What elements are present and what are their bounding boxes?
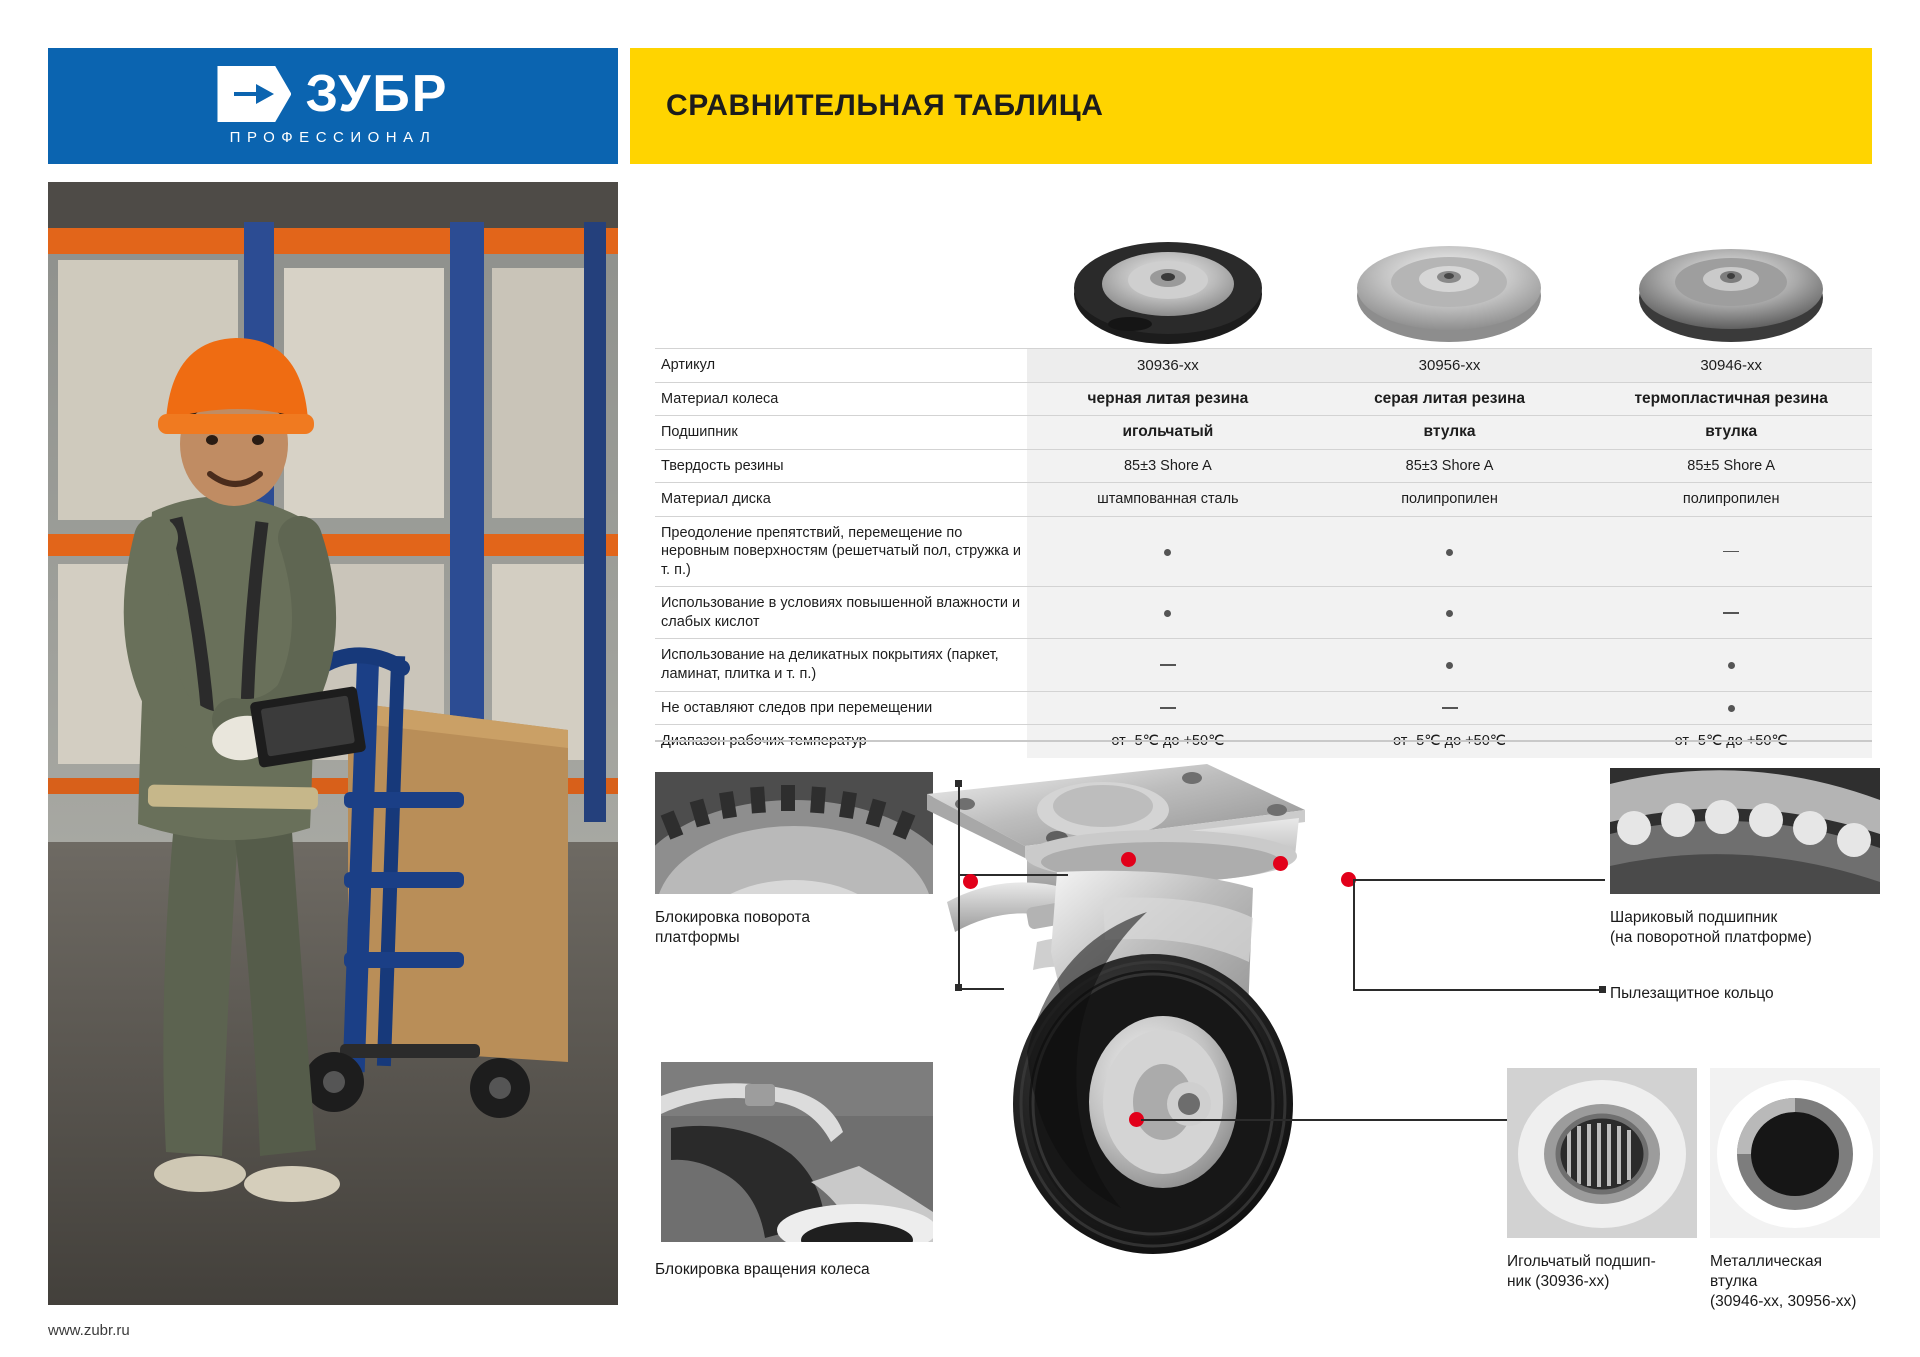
leader-line (958, 783, 960, 989)
caption-subtitle: втулка (1710, 1273, 1758, 1291)
caption-title: Игольчатый подшип- (1507, 1253, 1656, 1270)
row-label: Использование в условиях повышенной влажности и слабых кислот (655, 587, 1027, 639)
row-value-mark (1309, 639, 1591, 691)
row-value-mark (1027, 516, 1309, 587)
product-image-3 (1590, 232, 1872, 348)
yes-dot-icon (1164, 610, 1171, 617)
row-value-mark (1027, 587, 1309, 639)
comparison-section (655, 196, 1872, 758)
yes-dot-icon (1446, 662, 1453, 669)
no-dash-icon (1160, 707, 1176, 709)
product-image-row (655, 196, 1872, 348)
site-url: www.zubr.ru (48, 1322, 130, 1339)
yes-dot-icon (1728, 662, 1735, 669)
row-label: Подшипник (655, 416, 1027, 450)
table-row (655, 349, 1872, 383)
thumb-metal-bushing (1710, 1068, 1880, 1238)
marker-platform-lock (963, 874, 978, 889)
caption-title: Металлическая (1710, 1253, 1823, 1270)
row-value-mark (1027, 691, 1309, 725)
no-dash-icon (1442, 707, 1458, 709)
leader-line (1355, 879, 1605, 881)
no-dash-icon (1160, 664, 1176, 666)
main-caster-photo (907, 752, 1337, 1282)
caption-subtitle: ник (30936-хх) (1507, 1273, 1610, 1291)
row-label: Использование на деликатных покрытиях (паркет, ламинат, плитка и т. п.) (655, 639, 1027, 691)
table-row (655, 416, 1872, 450)
yes-dot-icon (1164, 549, 1171, 556)
arrow-in-hexagon-icon (217, 66, 291, 122)
brand-name: ЗУБР (305, 65, 449, 123)
caption-dust-ring (1610, 984, 1870, 1004)
caption-subtitle: платформы (655, 929, 740, 947)
caption-subtitle: (на поворотной платформе) (1610, 929, 1812, 947)
leader-line (1353, 879, 1355, 989)
row-value-mark (1590, 516, 1872, 587)
row-value-mark (1309, 587, 1591, 639)
section-divider (655, 740, 1872, 742)
brand-tagline: ПРОФЕССИОНАЛ (229, 129, 437, 146)
row-value-mark (1309, 691, 1591, 725)
leader-line (958, 988, 1004, 990)
row-value: втулка (1309, 416, 1591, 450)
row-value: 30956-хх (1309, 349, 1591, 383)
thumb-platform-rotation-lock (655, 772, 933, 894)
caption-wheel-rotation-lock (655, 1260, 945, 1280)
row-value: серая литая резина (1309, 382, 1591, 416)
caption-platform-rotation-lock (655, 908, 905, 948)
row-value: штампованная сталь (1027, 483, 1309, 517)
row-value: черная литая резина (1027, 382, 1309, 416)
thumb-wheel-rotation-lock (661, 1062, 933, 1242)
no-dash-icon (1723, 612, 1739, 614)
row-value-mark (1590, 691, 1872, 725)
table-row (655, 483, 1872, 517)
table-row (655, 449, 1872, 483)
thumb-needle-bearing (1507, 1068, 1697, 1238)
section-banner (630, 48, 1872, 164)
row-value: 85±5 Shore A (1590, 449, 1872, 483)
row-value: полипропилен (1590, 483, 1872, 517)
caption-ball-bearing (1610, 908, 1870, 948)
brand-logo-box (48, 48, 618, 164)
marker-swivel-race (1273, 856, 1288, 871)
row-value-mark (1309, 516, 1591, 587)
yes-dot-icon (1446, 549, 1453, 556)
caption-title: Пылезащитное кольцо (1610, 985, 1774, 1002)
row-value: втулка (1590, 416, 1872, 450)
row-value: 30936-хх (1027, 349, 1309, 383)
leader-bullet (1599, 986, 1606, 993)
row-value: 85±3 Shore A (1309, 449, 1591, 483)
row-value: игольчатый (1027, 416, 1309, 450)
caption-title: Шариковый подшипник (1610, 909, 1778, 926)
row-label: Материал колеса (655, 382, 1027, 416)
table-row (655, 516, 1872, 587)
yes-dot-icon (1446, 610, 1453, 617)
thumb-ball-bearing (1610, 768, 1880, 894)
table-row (655, 382, 1872, 416)
row-value-mark (1590, 639, 1872, 691)
caption-needle-bearing (1507, 1252, 1697, 1292)
row-value: полипропилен (1309, 483, 1591, 517)
row-label: Материал диска (655, 483, 1027, 517)
table-row (655, 691, 1872, 725)
caption-title: Блокировка поворота (655, 909, 810, 926)
no-dash-icon (1723, 551, 1739, 553)
table-row (655, 639, 1872, 691)
yes-dot-icon (1728, 705, 1735, 712)
caption-metal-bushing (1710, 1252, 1900, 1312)
product-image-1 (1027, 232, 1309, 348)
table-row (655, 587, 1872, 639)
caption-subtitle-2: (30946-хх, 30956-хх) (1710, 1293, 1857, 1311)
row-value: 30946-хх (1590, 349, 1872, 383)
caster-diagram (655, 762, 1880, 1322)
row-value-mark (1590, 587, 1872, 639)
worker-warehouse-photo (48, 182, 618, 1305)
photo-illustration (48, 182, 618, 1305)
row-label: Не оставляют следов при перемещении (655, 691, 1027, 725)
comparison-table (655, 348, 1872, 758)
row-value-mark (1027, 639, 1309, 691)
product-image-2 (1308, 232, 1590, 348)
row-value: 85±3 Shore A (1027, 449, 1309, 483)
caption-title: Блокировка вращения колеса (655, 1261, 870, 1278)
row-label: Артикул (655, 349, 1027, 383)
marker-top-plate (1121, 852, 1136, 867)
row-label: Преодоление препятствий, перемещение по неровным поверхностям (решетчатый пол, стружка и т. п.) (655, 516, 1027, 587)
row-value: термопластичная резина (1590, 382, 1872, 416)
leader-line (1353, 989, 1601, 991)
page-title: СРАВНИТЕЛЬНАЯ ТАБЛИЦА (666, 89, 1104, 122)
leader-line (1141, 1119, 1507, 1121)
row-label: Твердость резины (655, 449, 1027, 483)
